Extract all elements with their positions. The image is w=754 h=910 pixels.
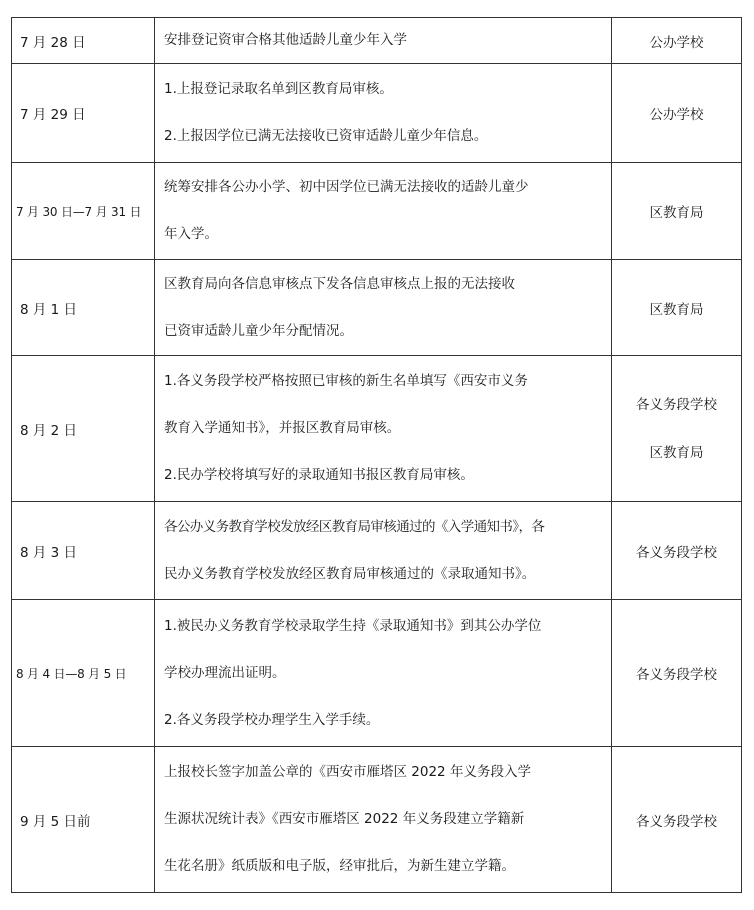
row-organization: 各义务段学校 区教育局 [612, 356, 742, 502]
row-organization: 各义务段学校 [612, 502, 742, 600]
row-organization: 各义务段学校 [612, 600, 742, 747]
table-row [12, 163, 742, 260]
table-row [12, 64, 742, 163]
row-organization: 区教育局 [612, 163, 742, 260]
table-row [12, 502, 742, 600]
row-date: 8 月 4 日—8 月 5 日 [12, 600, 155, 747]
row-description: 各公办义务教育学校发放经区教育局审核通过的《入学通知书》，各 民办义务教育学校发放经区教育局审核通过的《录取通知书》。 [155, 502, 612, 600]
row-organization: 公办学校 [612, 18, 742, 64]
row-date: 7 月 30 日—7 月 31 日 [12, 163, 155, 260]
row-description: 安排登记资审合格其他适龄儿童少年入学 [155, 18, 612, 64]
row-description: 上报校长签字加盖公章的《西安市雁塔区 2022 年义务段入学 生源状况统计表》《西安市雁塔区 2022 年义务段建立学籍新 生花名册》纸质版和电子版，经审批后，为新生建立学籍。 [155, 747, 612, 893]
row-description: 1.上报登记录取名单到区教育局审核。 2.上报因学位已满无法接收已资审适龄儿童少年信息。 [155, 64, 612, 163]
row-date: 7 月 29 日 [12, 64, 155, 163]
row-organization: 区教育局 [612, 260, 742, 356]
row-date: 8 月 3 日 [12, 502, 155, 600]
table-row [12, 356, 742, 502]
table-row [12, 18, 742, 64]
row-description: 统筹安排各公办小学、初中因学位已满无法接收的适龄儿童少 年入学。 [155, 163, 612, 260]
table-row [12, 260, 742, 356]
row-description: 1.各义务段学校严格按照已审核的新生名单填写《西安市义务 教育入学通知书》，并报区教育局审核。 2.民办学校将填写好的录取通知书报区教育局审核。 [155, 356, 612, 502]
row-date: 8 月 1 日 [12, 260, 155, 356]
table-row [12, 600, 742, 747]
row-date: 8 月 2 日 [12, 356, 155, 502]
table-row [12, 747, 742, 893]
row-description: 区教育局向各信息审核点下发各信息审核点上报的无法接收 已资审适龄儿童少年分配情况。 [155, 260, 612, 356]
row-organization: 各义务段学校 [612, 747, 742, 893]
row-date: 9 月 5 日前 [12, 747, 155, 893]
row-description: 1.被民办义务教育学校录取学生持《录取通知书》到其公办学位 学校办理流出证明。 2.各义务段学校办理学生入学手续。 [155, 600, 612, 747]
row-date: 7 月 28 日 [12, 18, 155, 64]
schedule-table [11, 17, 742, 893]
row-organization: 公办学校 [612, 64, 742, 163]
